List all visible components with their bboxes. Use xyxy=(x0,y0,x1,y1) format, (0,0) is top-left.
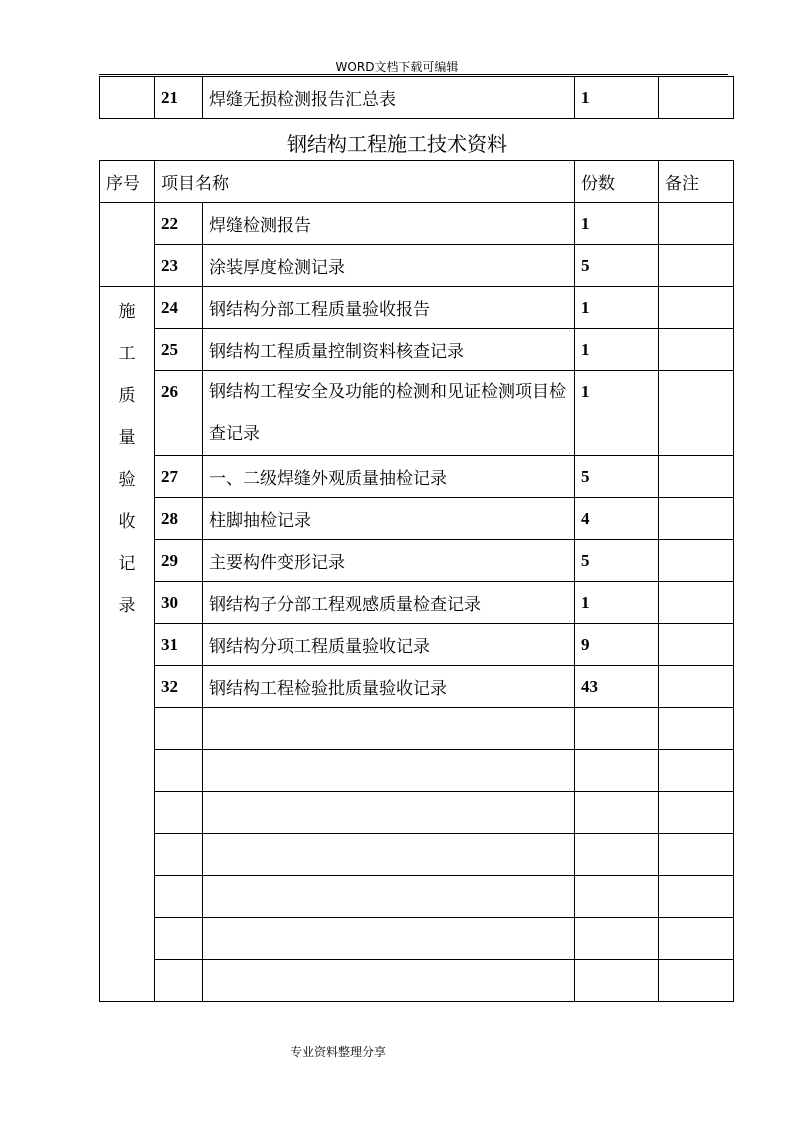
empty-cell xyxy=(659,834,734,876)
row-remark xyxy=(659,203,734,245)
empty-row xyxy=(100,876,734,918)
empty-row xyxy=(100,834,734,876)
table-row xyxy=(100,456,734,498)
row-remark xyxy=(659,540,734,582)
row-remark xyxy=(659,371,734,456)
empty-cell xyxy=(575,960,659,1002)
empty-cell xyxy=(575,834,659,876)
table-row xyxy=(100,624,734,666)
empty-cell xyxy=(659,750,734,792)
page-footer: 专业资料整理分享 xyxy=(290,1045,387,1059)
row-count: 1 xyxy=(575,582,659,624)
empty-cell xyxy=(155,918,203,960)
table-header-row xyxy=(100,161,734,203)
empty-row xyxy=(100,708,734,750)
empty-cell xyxy=(155,708,203,750)
row-remark xyxy=(659,245,734,287)
row-count: 9 xyxy=(575,624,659,666)
table-row xyxy=(100,582,734,624)
row-number: 29 xyxy=(155,540,203,582)
row-name: 柱脚抽检记录 xyxy=(203,498,575,540)
row-name: 钢结构分项工程质量验收记录 xyxy=(203,624,575,666)
row-number: 26 xyxy=(155,371,203,456)
row-remark xyxy=(659,456,734,498)
row-count: 5 xyxy=(575,456,659,498)
side-label-char: 录 xyxy=(118,596,136,616)
row-count: 1 xyxy=(575,203,659,245)
empty-cell xyxy=(203,750,575,792)
empty-cell xyxy=(203,876,575,918)
empty-cell xyxy=(575,708,659,750)
row-name: 主要构件变形记录 xyxy=(203,540,575,582)
row-remark xyxy=(659,666,734,708)
row-number: 27 xyxy=(155,456,203,498)
row-count: 5 xyxy=(575,245,659,287)
side-label-char: 质 xyxy=(118,386,136,406)
empty-cell xyxy=(659,918,734,960)
table-row xyxy=(100,371,734,456)
row-number: 32 xyxy=(155,666,203,708)
table-row xyxy=(100,498,734,540)
table-row xyxy=(100,666,734,708)
row-remark xyxy=(659,624,734,666)
empty-cell xyxy=(659,708,734,750)
empty-cell xyxy=(203,834,575,876)
table-row xyxy=(100,245,734,287)
empty-cell xyxy=(155,960,203,1002)
row-name: 一、二级焊缝外观质量抽检记录 xyxy=(203,456,575,498)
side-label-char: 工 xyxy=(118,344,136,364)
header-rule xyxy=(99,74,728,75)
section-title: 钢结构工程施工技术资料 xyxy=(287,132,507,156)
row-number: 22 xyxy=(155,203,203,245)
row-remark xyxy=(659,498,734,540)
row-count: 4 xyxy=(575,498,659,540)
empty-cell xyxy=(575,918,659,960)
side-label-char: 记 xyxy=(118,554,136,574)
page-header: WORD文档下载可编辑 xyxy=(335,60,459,74)
empty-cell xyxy=(659,792,734,834)
empty-row xyxy=(100,918,734,960)
empty-cell xyxy=(203,960,575,1002)
row-number: 25 xyxy=(155,329,203,371)
empty-cell xyxy=(575,750,659,792)
header-remark: 备注 xyxy=(659,161,734,203)
side-cell xyxy=(100,77,155,119)
table-row xyxy=(100,203,734,245)
row-count: 1 xyxy=(575,329,659,371)
empty-cell xyxy=(575,876,659,918)
row-remark xyxy=(659,582,734,624)
table-row xyxy=(100,540,734,582)
header-count: 份数 xyxy=(575,161,659,203)
row-name: 钢结构子分部工程观感质量检查记录 xyxy=(203,582,575,624)
row-count: 1 xyxy=(575,371,659,456)
row-name: 涂装厚度检测记录 xyxy=(203,245,575,287)
row-remark xyxy=(659,77,734,119)
empty-row xyxy=(100,792,734,834)
empty-cell xyxy=(203,708,575,750)
row-name: 钢结构工程安全及功能的检测和见证检测项目检查记录 xyxy=(203,371,575,456)
empty-row xyxy=(100,750,734,792)
empty-cell xyxy=(203,918,575,960)
empty-cell xyxy=(203,792,575,834)
side-label xyxy=(100,287,154,627)
side-label-char: 施 xyxy=(118,302,136,322)
empty-cell xyxy=(155,750,203,792)
row-number: 21 xyxy=(155,77,203,119)
row-number: 28 xyxy=(155,498,203,540)
row-count: 5 xyxy=(575,540,659,582)
row-number: 23 xyxy=(155,245,203,287)
materials-table xyxy=(99,160,734,1002)
empty-cell xyxy=(155,834,203,876)
row-name: 焊缝无损检测报告汇总表 xyxy=(203,77,575,119)
empty-row xyxy=(100,960,734,1002)
empty-cell xyxy=(575,792,659,834)
empty-cell xyxy=(155,876,203,918)
table-row xyxy=(100,77,734,119)
row-name: 焊缝检测报告 xyxy=(203,203,575,245)
row-name: 钢结构工程质量控制资料核查记录 xyxy=(203,329,575,371)
table-row xyxy=(100,329,734,371)
empty-cell xyxy=(155,792,203,834)
side-label-char: 量 xyxy=(118,428,136,448)
row-count: 43 xyxy=(575,666,659,708)
row-count: 1 xyxy=(575,287,659,329)
empty-cell xyxy=(659,876,734,918)
table-row xyxy=(100,287,734,329)
row-name: 钢结构分部工程质量验收报告 xyxy=(203,287,575,329)
row-remark xyxy=(659,287,734,329)
header-name: 项目名称 xyxy=(155,161,575,203)
row-number: 31 xyxy=(155,624,203,666)
row-number: 30 xyxy=(155,582,203,624)
row-name: 钢结构工程检验批质量验收记录 xyxy=(203,666,575,708)
row-remark xyxy=(659,329,734,371)
side-label-char: 收 xyxy=(118,512,136,532)
row-count: 1 xyxy=(575,77,659,119)
blank-side-cell xyxy=(100,203,155,287)
header-seq: 序号 xyxy=(100,161,155,203)
side-label-cell xyxy=(100,287,155,1002)
continuation-table xyxy=(99,76,734,119)
row-number: 24 xyxy=(155,287,203,329)
side-label-char: 验 xyxy=(118,470,136,490)
empty-cell xyxy=(659,960,734,1002)
